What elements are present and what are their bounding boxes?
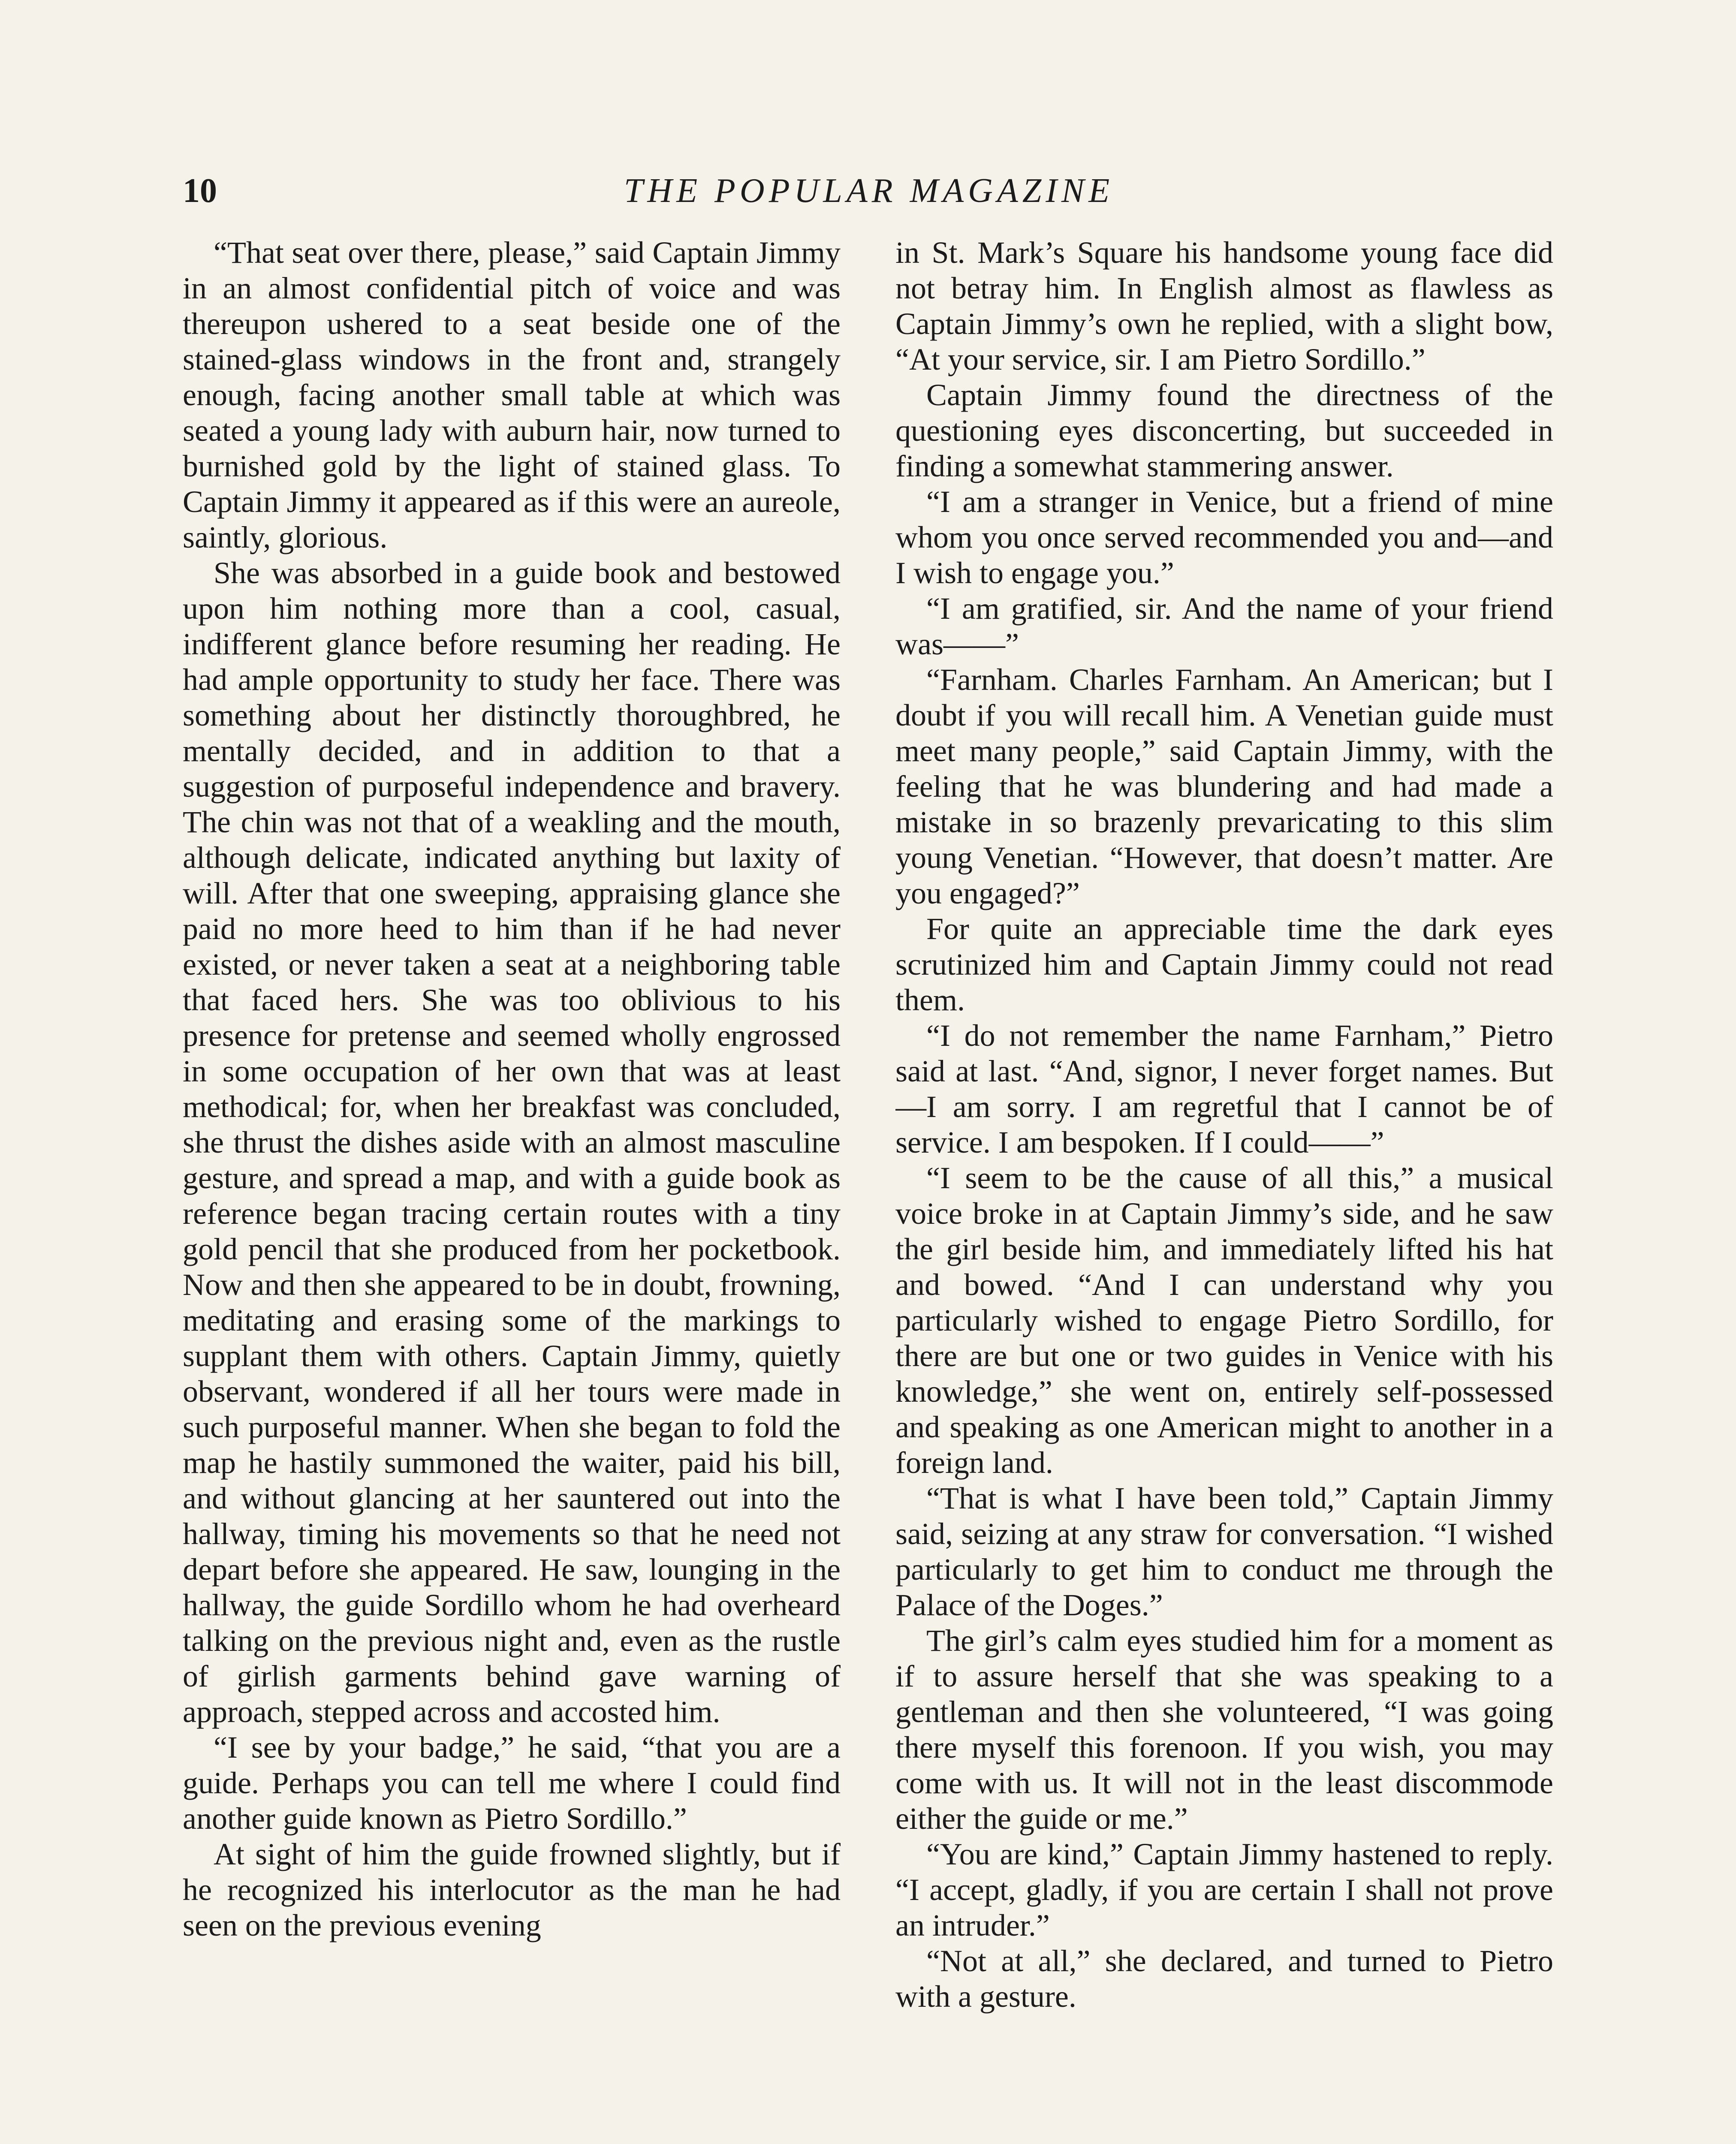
paragraph: “I am a stranger in Venice, but a friend of mine whom you once served recommended you and—and I wish to engage you.” [895,485,1553,590]
magazine-title: THE POPULAR MAGAZINE [624,172,1114,210]
paragraph: “I am gratified, sir. And the name of your friend was——” [895,591,1553,661]
paragraph: “You are kind,” Captain Jimmy hastened to reply. “I accept, gladly, if you are certain I shall not prove an intruder.” [895,1837,1553,1942]
left-column [183,235,841,2144]
paragraph: “That seat over there, please,” said Captain Jimmy in an almost confidential pitch of voice and was thereupon ushered to a seat beside one of the stained-glass windows in the front and, strangely enough, facing another small table at which was seated a young lady with auburn hair, now turned to burnished gold by the light of stained glass. To Captain Jimmy it appeared as if this were an aureole, saintly, glorious. [183,235,841,554]
paragraph: “I see by your badge,” he said, “that you are a guide. Perhaps you can tell me where I could find another guide known as Pietro Sordillo.” [183,1730,841,1836]
running-head [183,167,1555,214]
right-column [895,235,1553,2144]
paragraph: The girl’s calm eyes studied him for a moment as if to assure herself that she was speaking to a gentleman and then she volunteered, “I was going there myself this forenoon. If you wish, you may come with us. It will not in the least discommode either the guide or me.” [895,1623,1553,1836]
paragraph: “I seem to be the cause of all this,” a musical voice broke in at Captain Jimmy’s side, and he saw the girl beside him, and immediately lifted his hat and bowed. “And I can understand why you particularly wished to engage Pietro Sordillo, for there are but one or two guides in Venice with his knowledge,” she went on, entirely self-possessed and speaking as one American might to another in a foreign land. [895,1161,1553,1480]
paragraph: “Farnham. Charles Farnham. An American; but I doubt if you will recall him. A Venetian guide must meet many people,” said Captain Jimmy, with the feeling that he was blundering and had made a mistake in so brazenly prevaricating to this slim young Venetian. “However, that doesn’t matter. Are you engaged?” [895,662,1553,910]
paragraph: Captain Jimmy found the directness of the questioning eyes disconcerting, but succeeded in finding a somewhat stammering answer. [895,378,1553,483]
paragraph: “I do not remember the name Farnham,” Pietro said at last. “And, signor, I never forget names. But—I am sorry. I am regretful that I cannot be of service. I am bespoken. If I could——” [895,1018,1553,1159]
paragraph: “Not at all,” she declared, and turned to Pietro with a gesture. [895,1944,1553,2014]
paragraph: At sight of him the guide frowned slightly, but if he recognized his interlocutor as the man he had seen on the previous evening [183,1837,841,1942]
paragraph: For quite an appreciable time the dark eyes scrutinized him and Captain Jimmy could not read them. [895,912,1553,1017]
paragraph: “That is what I have been told,” Captain Jimmy said, seizing at any straw for conversation. “I wished particularly to get him to conduct me through the Palace of the Doges.” [895,1481,1553,1622]
paragraph: She was absorbed in a guide book and bestowed upon him nothing more than a cool, casual, indifferent glance before resuming her reading. He had ample opportunity to study her face. There was something about her distinctly thoroughbred, he mentally decided, and in addition to that a suggestion of purposeful independence and bravery. The chin was not that of a weakling and the mouth, although delicate, indicated anything but laxity of will. After that one sweeping, appraising glance she paid no more heed to him than if he had never existed, or never taken a seat at a neighboring table that faced hers. She was too oblivious to his presence for pretense and seemed wholly engrossed in some occupation of her own that was at least methodical; for, when her breakfast was concluded, she thrust the dishes aside with an almost masculine gesture, and spread a map, and with a guide book as reference began tracing certain routes with a tiny gold pencil that she produced from her pocketbook. Now and then she appeared to be in doubt, frowning, meditating and erasing some of the markings to supplant them with others. Captain Jimmy, quietly observant, wondered if all her tours were made in such purposeful manner. When she began to fold the map he hastily summoned the waiter, paid his bill, and without glancing at her sauntered out into the hallway, timing his movements so that he need not depart before she appeared. He saw, lounging in the hallway, the guide Sordillo whom he had overheard talking on the previous night and, even as the rustle of girlish garments behind gave warning of approach, stepped across and accosted him. [183,556,841,1729]
page-number: 10 [183,172,217,210]
paragraph-continued: in St. Mark’s Square his handsome young face did not betray him. In English almost as flawless as Captain Jimmy’s own he replied, with a slight bow, “At your service, sir. I am Pietro Sordillo.” [895,235,1553,376]
